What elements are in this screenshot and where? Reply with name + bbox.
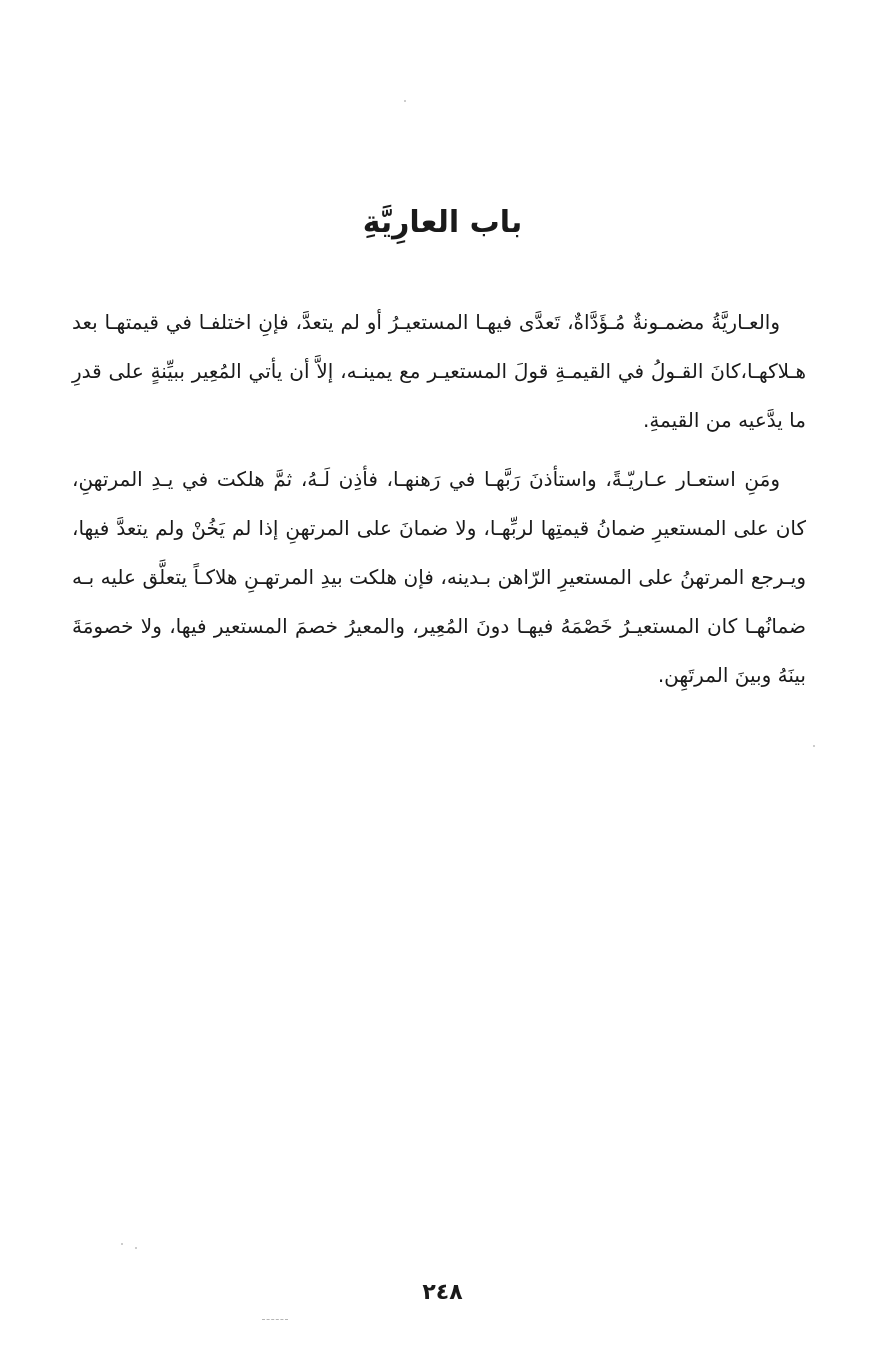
scan-mark [262,1319,288,1321]
chapter-title: باب العارِيَّةِ [362,205,523,241]
scan-speck [135,1247,137,1249]
scan-speck [121,1243,123,1245]
scan-speck [404,100,406,102]
paragraph: ومَنِ استعـار عـاريّـةً، واستأذنَ رَبَّهـا في رَهنهـا، فأذِن لَـهُ، ثمَّ هلكت في يـدِ المرتهنِ، كان على المستعيرِ ضمانُ قيمتِها لربِّهـا، ولا ضمانَ على المرتهنِ إذا لم يَخُنْ ولم يتعدَّ فيها، ويـرجع المرتهنُ على المستعيرِ الرّاهن بـدينه، فإن هلكت بيدِ المرتهـنِ هلاكـاً يتعلَّق عليه بـه ضمانُهـا كان المستعيـرُ خَصْمَهُ فيهـا دونَ المُعِير، والمعيرُ خصمَ المستعير فيها، ولا خصومَةَ بينَهُ وبينَ المرتَهِن. [72,467,806,687]
scan-speck [813,745,815,747]
body-text [72,298,806,700]
page-number: ٢٤٨ [422,1280,463,1305]
paragraph: والعـاريَّةُ مضمـونةٌ مُـؤَدَّاةٌ، تَعدَّى فيهـا المستعيـرُ أو لم يتعدَّ، فإنِ اختلفـا في قيمتهـا بعد هـلاكهـا،كانَ القـولُ في القيمـةِ قولَ المستعيـر مع يمينـه، إلاَّ أن يأتي المُعِير ببيِّنةٍ على قدرِ ما يدَّعيه من القيمةِ. [72,310,806,432]
